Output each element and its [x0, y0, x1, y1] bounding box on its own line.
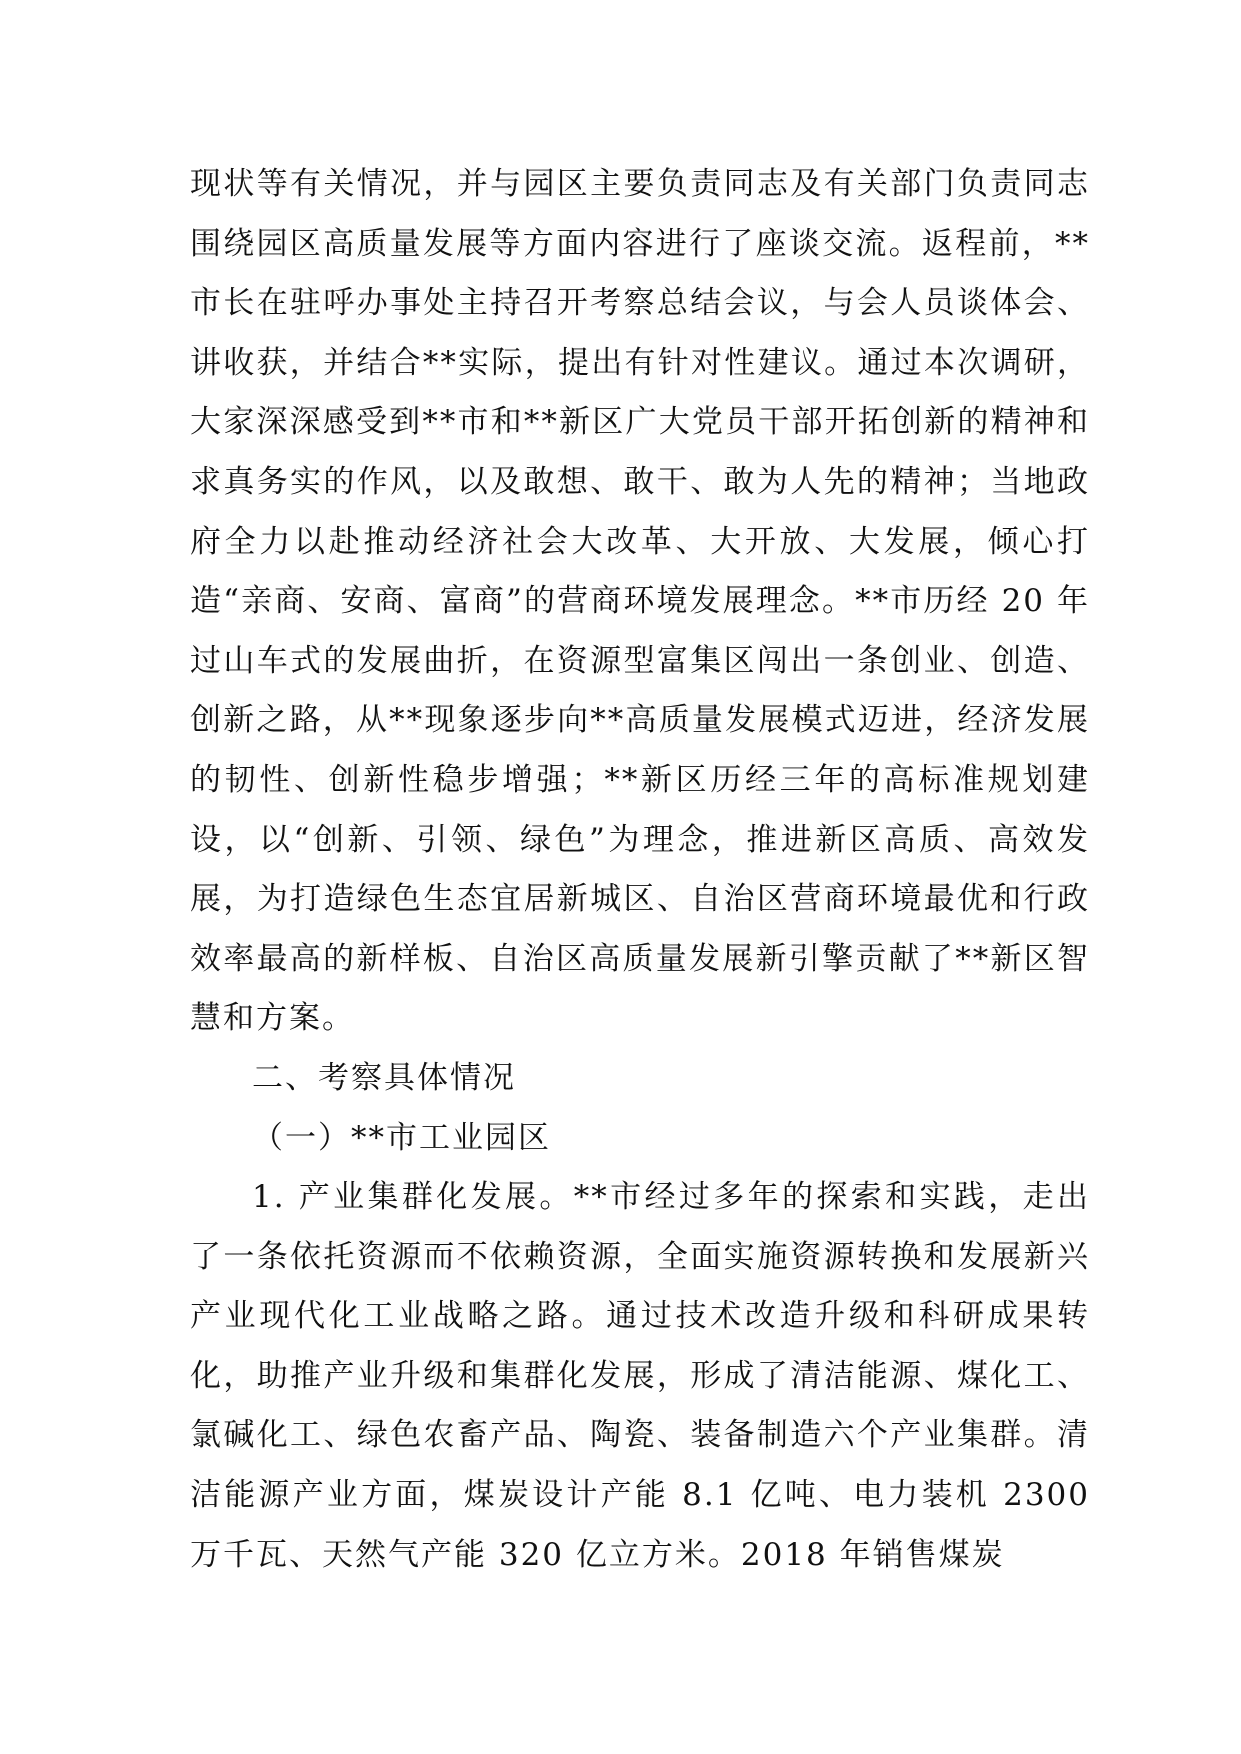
document-page [190, 155, 1090, 1585]
subsection-heading: （一）**市工业园区 [252, 1119, 551, 1156]
paragraph-industry-cluster: 1. 产业集群化发展。**市经过多年的探索和实践，走出了一条依托资源而不依赖资源，全面实施资源转换和发展新兴产业现代化工业战略之路。通过技术改造升级和科研成果转化，助推产业升级和集群化发展，形成了清洁能源、煤化工、氯碱化工、绿色农畜产品、陶瓷、装备制造六个产业集群。清洁能源产业方面，煤炭设计产能 8.1 亿吨、电力装机 2300 万千瓦、天然气产能 320 亿立方米。2018 年销售煤炭 [190, 1179, 1090, 1573]
paragraph-summary: 现状等有关情况，并与园区主要负责同志及有关部门负责同志围绕园区高质量发展等方面内容进行了座谈交流。返程前，**市长在驻呼办事处主持召开考察总结会议，与会人员谈体会、讲收获，并结合**实际，提出有针对性建议。通过本次调研，大家深深感受到**市和**新区广大党员干部开拓创新的精神和求真务实的作风，以及敢想、敢干、敢为人先的精神；当地政府全力以赴推动经济社会大改革、大开放、大发展，倾心打造“亲商、安商、富商”的营商环境发展理念。**市历经 20 年过山车式的发展曲折，在资源型富集区闯出一条创业、创造、创新之路，从**现象逐步向**高质量发展模式迈进，经济发展的韧性、创新性稳步增强；**新区历经三年的高标准规划建设，以“创新、引领、绿色”为理念，推进新区高质、高效发展，为打造绿色生态宜居新城区、自治区营商环境最优和行政效率最高的新样板、自治区高质量发展新引擎贡献了**新区智慧和方案。 [190, 166, 1090, 1037]
section-heading: 二、考察具体情况 [252, 1059, 516, 1096]
